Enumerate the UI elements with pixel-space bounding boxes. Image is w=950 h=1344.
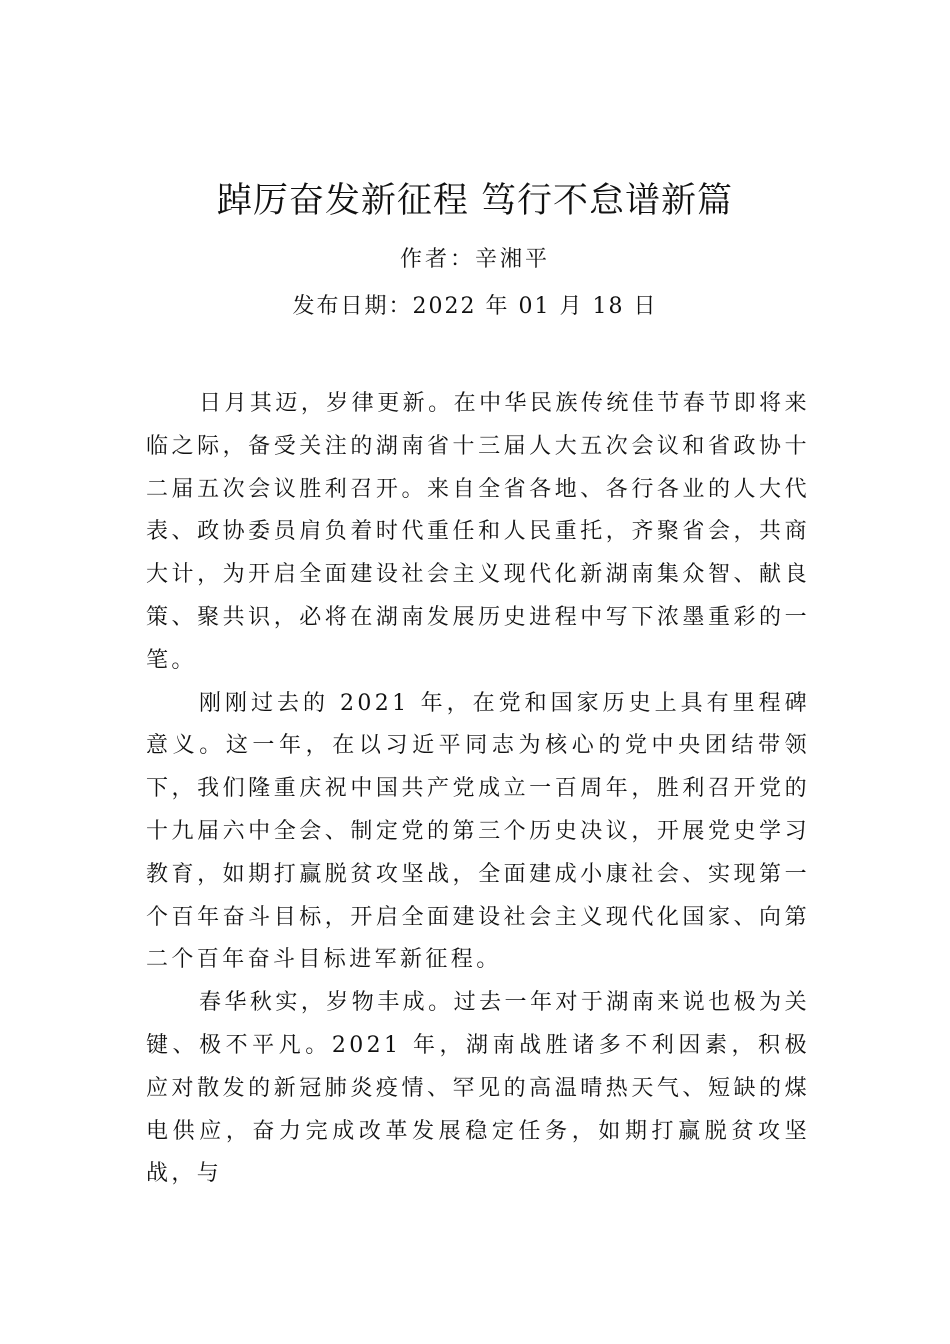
article-body [146, 383, 810, 1196]
paragraph-1: 日月其迈，岁律更新。在中华民族传统佳节春节即将来临之际，备受关注的湖南省十三届人大五次会议和省政协十二届五次会议胜利召开。来自全省各地、各行各业的人大代表、政协委员肩负着时代重任和人民重托，齐聚省会，共商大计，为开启全面建设社会主义现代化新湖南集众智、献良策、聚共识，必将在湖南发展历史进程中写下浓墨重彩的一笔。 [146, 391, 810, 673]
article-date: 发布日期：2022 年 01 月 18 日 [292, 294, 658, 319]
article-title: 踔厉奋发新征程 笃行不怠谱新篇 [216, 181, 734, 221]
paragraph-2: 刚刚过去的 2021 年，在党和国家历史上具有里程碑意义。这一年，在以习近平同志为核心的党中央团结带领下，我们隆重庆祝中国共产党成立一百周年，胜利召开党的十九届六中全会、制定党的第三个历史决议，开展党史学习教育，如期打赢脱贫攻坚战，全面建成小康社会、实现第一个百年奋斗目标，开启全面建设社会主义现代化国家、向第二个百年奋斗目标进军新征程。 [146, 690, 810, 973]
paragraph-3: 春华秋实，岁物丰成。过去一年对于湖南来说也极为关键、极不平凡。2021 年，湖南战胜诸多不利因素，积极应对散发的新冠肺炎疫情、罕见的高温晴热天气、短缺的煤电供应，奋力完成改革发展稳定任务，如期打赢脱贫攻坚战，与 [146, 990, 810, 1187]
article-author: 作者：辛湘平 [399, 247, 550, 272]
